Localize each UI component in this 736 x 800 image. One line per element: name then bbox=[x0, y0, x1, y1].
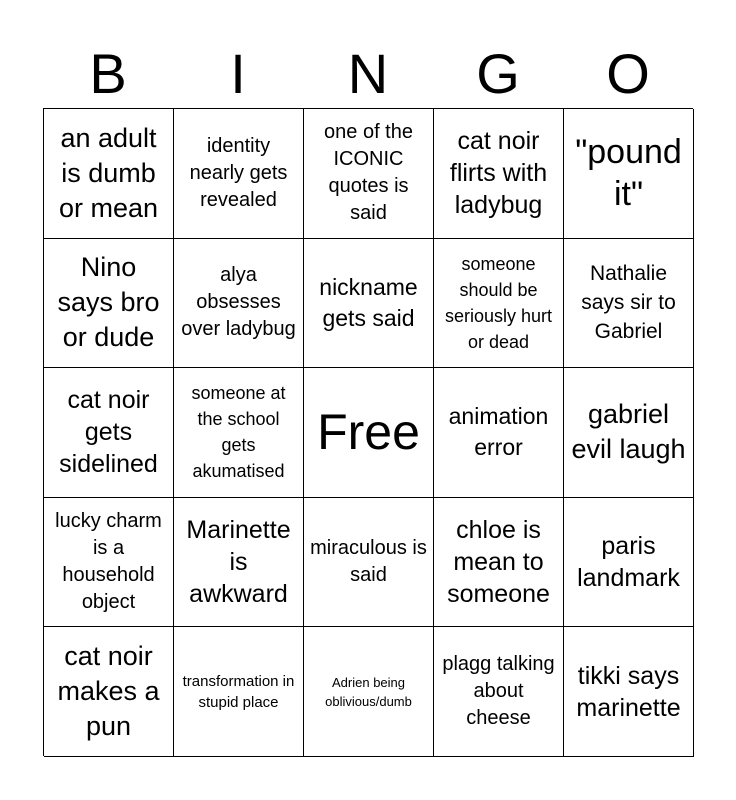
bingo-cell[interactable] bbox=[44, 239, 174, 369]
cell-text: someone at the school gets akumatised bbox=[191, 383, 286, 482]
cell-text: chloe is mean to someone bbox=[447, 516, 550, 609]
header-letter-i: I bbox=[230, 42, 246, 105]
bingo-cell[interactable] bbox=[304, 498, 434, 628]
cell-text: nickname gets said bbox=[319, 273, 418, 331]
cell-text: "pound it" bbox=[575, 133, 682, 214]
cell-text: cat noir gets sidelined bbox=[59, 386, 158, 479]
bingo-cell[interactable] bbox=[304, 627, 434, 757]
cell-text: transformation in stupid place bbox=[182, 672, 295, 711]
cell-text: identity nearly gets revealed bbox=[189, 134, 288, 211]
bingo-cell[interactable] bbox=[174, 498, 304, 628]
bingo-cell[interactable] bbox=[434, 627, 564, 757]
bingo-cell[interactable] bbox=[44, 627, 174, 757]
cell-text: alya obsesses over ladybug bbox=[181, 264, 296, 341]
bingo-cell[interactable] bbox=[44, 368, 174, 498]
bingo-cell[interactable] bbox=[564, 368, 694, 498]
cell-text: an adult is dumb or mean bbox=[58, 122, 159, 223]
cell-text: paris landmark bbox=[577, 532, 680, 593]
bingo-cell[interactable] bbox=[564, 239, 694, 369]
cell-text: Nino says bro or dude bbox=[57, 252, 160, 353]
cell-text: tikki says marinette bbox=[576, 661, 681, 722]
bingo-cell[interactable] bbox=[174, 109, 304, 239]
bingo-cell[interactable] bbox=[564, 498, 694, 628]
cell-text: Marinette is awkward bbox=[186, 516, 291, 609]
cell-text: Nathalie says sir to Gabriel bbox=[581, 262, 676, 344]
cell-text: Adrien being oblivious/dumb bbox=[325, 674, 412, 709]
header-letter-n: N bbox=[347, 42, 389, 105]
bingo-cell[interactable] bbox=[174, 368, 304, 498]
cell-text: cat noir makes a pun bbox=[57, 641, 160, 742]
bingo-cell[interactable] bbox=[564, 109, 694, 239]
bingo-cell[interactable] bbox=[434, 239, 564, 369]
bingo-cell[interactable] bbox=[174, 239, 304, 369]
cell-text: gabriel evil laugh bbox=[571, 399, 686, 465]
cell-text: lucky charm is a household object bbox=[55, 510, 162, 614]
bingo-grid bbox=[43, 108, 693, 756]
bingo-cell[interactable] bbox=[434, 368, 564, 498]
bingo-cell[interactable] bbox=[434, 498, 564, 628]
cell-text: one of the ICONIC quotes is said bbox=[324, 121, 413, 225]
cell-text: miraculous is said bbox=[310, 537, 427, 587]
cell-text: animation error bbox=[448, 403, 549, 461]
cell-text: someone should be seriously hurt or dead bbox=[444, 253, 553, 352]
bingo-cell[interactable] bbox=[44, 498, 174, 628]
free-cell[interactable] bbox=[304, 368, 434, 498]
bingo-header bbox=[43, 40, 693, 108]
bingo-cell[interactable] bbox=[564, 627, 694, 757]
bingo-cell[interactable] bbox=[174, 627, 304, 757]
cell-text: plagg talking about cheese bbox=[442, 653, 555, 730]
header-letter-o: O bbox=[606, 42, 650, 105]
bingo-cell[interactable] bbox=[434, 109, 564, 239]
bingo-cell[interactable] bbox=[44, 109, 174, 239]
header-letter-b: B bbox=[89, 42, 127, 105]
cell-text: cat noir flirts with ladybug bbox=[449, 127, 548, 220]
header-letter-g: G bbox=[476, 42, 520, 105]
free-text: Free bbox=[317, 404, 420, 461]
bingo-cell[interactable] bbox=[304, 109, 434, 239]
bingo-cell[interactable] bbox=[304, 239, 434, 369]
